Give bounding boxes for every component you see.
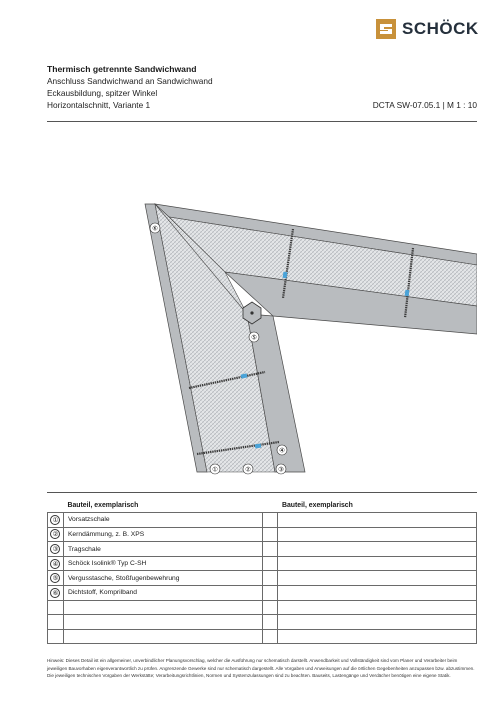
disclaimer-note: Hinweis: Dieses Detail ist ein allgemeiner, unverbindlicher Planungsvorschlag, welcher die Ausführung nur schematisch darstellt. Anwendbarkeit und Vollständigkeit sind vom Planer und Verarbeiter beim jeweiligen Bauvorhaben eigenverantwortlich zu prüfen. Angrenzende Gewerke sind nur schematisch dargestellt. Alle Vorgaben und Anweisungen auf die örtlichen Gegebenheiten anzupassen bzw. abzustimmen. Die jeweiligen technischen Vorgaben der Werkstätte; Verarbeitungsrichtlinien, Normen und Systemzulassungen sind zu beachten. Bauseits, Lastengänge und Verdächer benötigen eine eigene Statik. — [47, 658, 475, 678]
legend-row-empty — [48, 629, 477, 644]
document-subtitle-3: Horizontalschnitt, Variante 1 — [47, 100, 151, 110]
legend-header-right: Bauteil, exemplarisch — [262, 498, 477, 513]
legend-number: ④ — [50, 559, 60, 569]
document-reference: DCTA SW-07.05.1 | M 1 : 10 — [372, 100, 477, 110]
legend-text: Schöck Isolink® Typ C-SH — [63, 556, 262, 571]
section-drawing — [47, 122, 477, 494]
legend-row-empty — [48, 615, 477, 630]
technical-drawing — [47, 121, 477, 493]
svg-text:①: ① — [212, 465, 218, 474]
legend-row — [48, 586, 477, 601]
svg-text:⑤: ⑤ — [251, 333, 257, 342]
legend-number: ⑥ — [50, 588, 60, 598]
callout-2 — [243, 464, 253, 474]
legend-text: Kerndämmung, z. B. XPS — [63, 527, 262, 542]
component-legend — [47, 498, 477, 644]
svg-text:④: ④ — [279, 446, 285, 455]
legend-text: Vorsatzschale — [63, 513, 262, 528]
document-header — [47, 63, 477, 111]
document-subtitle-1: Anschluss Sandwichwand an Sandwichwand — [47, 76, 213, 86]
legend-header-left: Bauteil, exemplarisch — [48, 498, 263, 513]
document-title: Thermisch getrennte Sandwichwand — [47, 64, 197, 74]
callout-5 — [249, 332, 259, 342]
schoeck-logo-icon — [376, 19, 396, 39]
legend-text: Vergusstasche, Stoßfugenbewehrung — [63, 571, 262, 586]
legend-row — [48, 542, 477, 557]
legend-row — [48, 513, 477, 528]
schoeck-logo — [376, 19, 479, 39]
svg-text:②: ② — [245, 465, 251, 474]
brand-name: SCHÖCK — [402, 19, 479, 38]
legend-row-empty — [48, 600, 477, 615]
legend-row — [48, 556, 477, 571]
legend-text: Tragschale — [63, 542, 262, 557]
legend-row — [48, 527, 477, 542]
legend-row — [48, 571, 477, 586]
legend-header-row — [48, 498, 477, 513]
legend-number: ③ — [50, 544, 60, 554]
callout-6 — [150, 223, 160, 233]
legend-text: Dichtstoff, Komprilband — [63, 586, 262, 601]
document-subtitle-2: Eckausbildung, spitzer Winkel — [47, 88, 158, 98]
legend-number: ⑤ — [50, 573, 60, 583]
callout-4 — [277, 445, 287, 455]
callout-3 — [276, 464, 286, 474]
legend-number: ② — [50, 529, 60, 539]
legend-number: ① — [50, 515, 60, 525]
callout-1 — [210, 464, 220, 474]
svg-text:⑥: ⑥ — [152, 224, 158, 233]
svg-text:③: ③ — [278, 465, 284, 474]
